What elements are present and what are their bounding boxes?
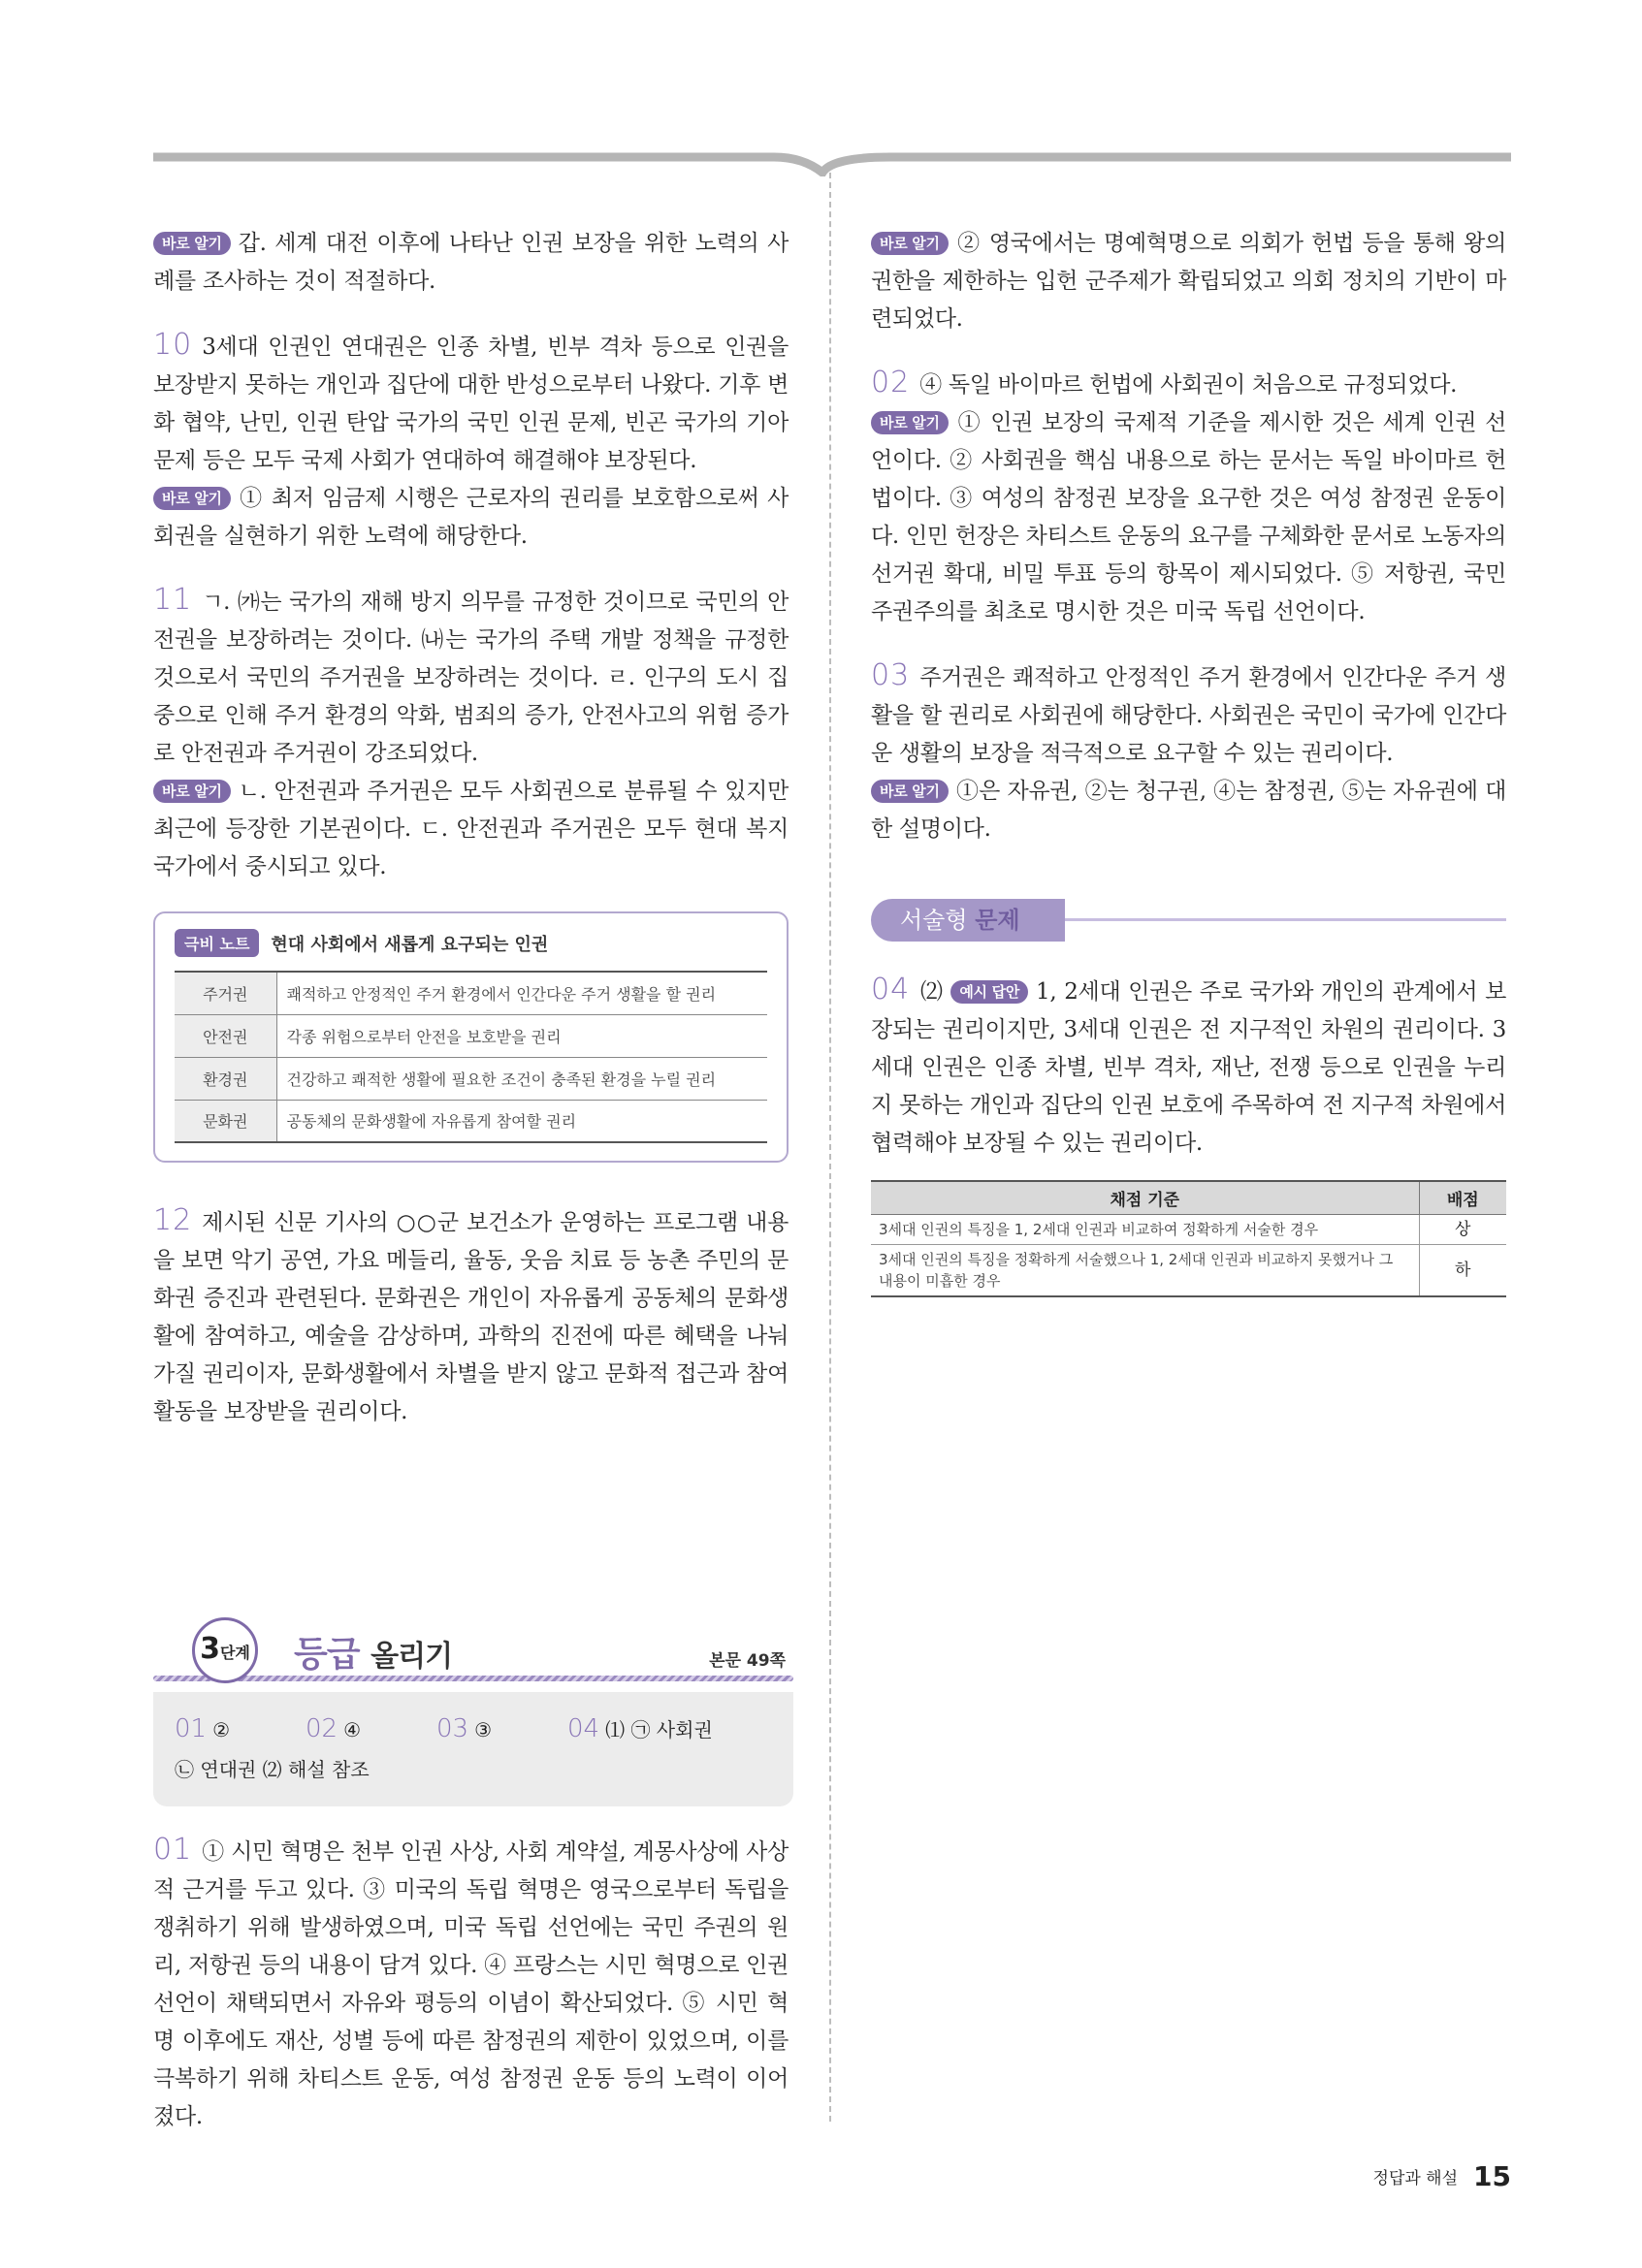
answer-text: 3세대 인권인 연대권은 인종 차별, 빈부 격차 등으로 인권을 보장받지 못하는 개인과 집단에 대한 반성으로부터 나왔다. 기후 변화 협약, 난민, 인권 탄압 국가의 국민 인권 문제, 빈곤 국가의 기아 문제 등은 모두 국제 사회가 연대하여 해결해야 보장된다. [153, 335, 789, 473]
correction-text: ㄴ. 안전권과 주거권은 모두 사회권으로 분류될 수 있지만 최근에 등장한 기본권이다. ㄷ. 안전권과 주거권은 모두 현대 복지 국가에서 중시되고 있다. [153, 779, 789, 879]
answer-value: ⑴ ㉠ 사회권 [605, 1718, 713, 1741]
footer-label: 정답과 해설 [1372, 2169, 1459, 2188]
correction-text: ② 영국에서는 명예혁명으로 의회가 헌법 등을 통해 왕의 권한을 제한하는 입헌 군주제가 확립되었고 의회 정치의 기반이 마련되었다. [871, 231, 1506, 332]
question-number: 02 [871, 366, 911, 399]
top-binder-bar [153, 147, 1511, 176]
answer-value: ③ [474, 1718, 493, 1741]
question-number: 04 [871, 973, 911, 1006]
left-bottom-block [153, 1831, 789, 2136]
right-desc: 건강하고 쾌적한 생활에 필요한 조건이 충족된 환경을 누릴 권리 [276, 1057, 767, 1100]
step-title [294, 1627, 452, 1677]
page-reference: 본문 49쪽 [709, 1651, 786, 1671]
right-column [871, 225, 1506, 1297]
table-row [175, 972, 767, 1014]
right-desc: 각종 위험으로부터 안전을 보호받을 권리 [276, 1014, 767, 1057]
right-desc: 공동체의 문화생활에 자유롭게 참여할 권리 [276, 1100, 767, 1142]
right-desc: 쾌적하고 안정적인 주거 환경에서 인간다운 주거 생활을 할 권리 [276, 972, 767, 1014]
left-column [153, 225, 789, 1431]
points-cell: 하 [1419, 1244, 1506, 1296]
section-pill [871, 899, 1065, 942]
answer-text: 제시된 신문 기사의 ○○군 보건소가 운영하는 프로그램 내용을 보면 악기 공연, 가요 메들리, 율동, 웃음 치료 등 농촌 주민의 문화권 증진과 관련된다. 문화권은 개인이 자유롭게 공동체의 문화생활에 참여하고, 예술을 감상하며, 과학의 진전에 따른 혜택을 나눠 가질 권리이자, 문화생활에서 차별을 받지 않고 문화적 접근과 참여 활동을 보장받을 권리이다. [153, 1210, 789, 1424]
section-label-b: 문제 [975, 907, 1020, 934]
answer-value: ② [212, 1718, 231, 1741]
sub-number: ⑵ [919, 979, 944, 1005]
intro-paragraph [153, 225, 789, 301]
step-underline [153, 1676, 793, 1681]
answer-item [436, 1714, 567, 1743]
answer-text: ④ 독일 바이마르 헌법에 사회권이 처음으로 규정되었다. [919, 372, 1458, 398]
table-row [871, 1214, 1506, 1244]
correction-tag: 바로 알기 [153, 780, 231, 803]
answer-key-row [175, 1709, 772, 1748]
answer-item [306, 1714, 436, 1743]
answer-item [175, 1714, 306, 1743]
answer-number: 04 [567, 1714, 600, 1743]
correction-01 [871, 225, 1506, 338]
correction-tag: 바로 알기 [871, 780, 949, 803]
table-row [175, 1014, 767, 1057]
answer-01 [153, 1831, 789, 2136]
right-name: 안전권 [175, 1014, 276, 1057]
section-heading [871, 899, 1506, 947]
table-row [175, 1057, 767, 1100]
correction-text: ①은 자유권, ②는 청구권, ④는 참정권, ⑤는 자유권에 대한 설명이다. [871, 779, 1506, 842]
sample-answer-tag: 예시 답안 [950, 980, 1028, 1004]
answer-03 [871, 656, 1506, 848]
answer-number: 02 [306, 1714, 338, 1743]
column-divider [829, 173, 831, 2122]
section-line [1065, 918, 1506, 921]
question-number: 11 [153, 583, 193, 617]
answer-text: ① 시민 혁명은 천부 인권 사상, 사회 계약설, 계몽사상에 사상적 근거를 두고 있다. ③ 미국의 독립 혁명은 영국으로부터 독립을 쟁취하기 위해 발생하였으며, 미국 독립 선언에는 국민 주권의 원리, 저항권 등의 내용이 담겨 있다. ④ 프랑스는 시민 혁명으로 인권 선언이 채택되면서 자유와 평등의 이념이 확산되었다. ⑤ 시민 혁명 이후에도 재산, 성별 등에 따른 참정권의 제한이 있었으며, 이를 극복하기 위해 차티스트 운동, 여성 참정권 운동 등의 노력이 이어졌다. [153, 1839, 789, 2129]
step-number: 3 [200, 1632, 220, 1666]
points-cell: 상 [1419, 1214, 1506, 1244]
note-title: 현대 사회에서 새롭게 요구되는 인권 [271, 934, 549, 955]
question-number: 10 [153, 328, 193, 362]
answer-key-row [175, 1748, 772, 1787]
answer-text: 1, 2세대 인권은 주로 국가와 개인의 관계에서 보장되는 권리이지만, 3세대 인권은 전 지구적인 차원의 권리이다. 3세대 인권은 인종 차별, 빈부 격차, 재난, 전쟁 등으로 인권을 누리지 못하는 개인과 집단의 인권 보호에 주목하여 전 지구적 차원에서 협력해야 보장될 수 있는 권리이다. [871, 979, 1506, 1156]
criteria-cell: 3세대 인권의 특징을 1, 2세대 인권과 비교하여 정확하게 서술한 경우 [871, 1214, 1419, 1244]
criteria-header: 채점 기준 [871, 1181, 1419, 1214]
page-footer [1373, 2160, 1511, 2192]
answer-04 [871, 971, 1506, 1163]
answer-02 [871, 364, 1506, 631]
rights-table [175, 971, 767, 1143]
answer-item [567, 1714, 713, 1743]
answer-11 [153, 581, 789, 886]
correction-tag: 바로 알기 [871, 232, 949, 255]
answer-value: ④ [343, 1718, 362, 1741]
correction-text: ① 최저 임금제 시행은 근로자의 권리를 보호함으로써 사회권을 실현하기 위한 노력에 해당한다. [153, 486, 789, 549]
question-number: 03 [871, 658, 911, 692]
right-name: 주거권 [175, 972, 276, 1014]
step-title-main: 등급 [294, 1635, 360, 1675]
answer-continuation: ㉡ 연대권 ⑵ 해설 참조 [175, 1757, 370, 1781]
step-badge [192, 1617, 258, 1683]
answer-10 [153, 326, 789, 556]
page-number: 15 [1473, 2160, 1511, 2192]
step-heading [153, 1617, 793, 1695]
answer-text: ㄱ. ㈎는 국가의 재해 방지 의무를 규정한 것이므로 국민의 안전권을 보장하려는 것이다. ㈏는 국가의 주택 개발 정책을 규정한 것으로서 국민의 주거권을 보장하려는 것이다. ㄹ. 인구의 도시 집중으로 인해 주거 환경의 악화, 범죄의 증가, 안전사고의 위험 증가로 안전권과 주거권이 강조되었다. [153, 590, 789, 766]
answer-12 [153, 1201, 789, 1431]
correction-tag: 바로 알기 [153, 232, 231, 255]
key-note-box [153, 911, 789, 1163]
answer-number: 01 [175, 1714, 208, 1743]
section-label-a: 서술형 [900, 907, 968, 934]
note-badge: 극비 노트 [175, 929, 259, 957]
table-row [175, 1100, 767, 1142]
answer-text: 주거권은 쾌적하고 안정적인 주거 환경에서 인간다운 주거 생활을 할 권리로 사회권에 해당한다. 사회권은 국민이 국가에 인간다운 생활의 보장을 적극적으로 요구할 수 있는 권리이다. [871, 665, 1506, 766]
criteria-cell: 3세대 인권의 특징을 정확하게 서술했으나 1, 2세대 인권과 비교하지 못했거나 그 내용이 미흡한 경우 [871, 1244, 1419, 1296]
correction-text: ① 인권 보장의 국제적 기준을 제시한 것은 세계 인권 선언이다. ② 사회권을 핵심 내용으로 하는 문서는 독일 바이마르 헌법이다. ③ 여성의 참정권 보장을 요구한 것은 여성 참정권 운동이다. 인민 헌장은 차티스트 운동의 요구를 구체화한 문서로 노동자의 선거권 확대, 비밀 투표 등의 항목이 제시되었다. ⑤ 저항권, 국민 주권주의를 최초로 명시한 것은 미국 독립 선언이다. [871, 410, 1506, 624]
question-number: 01 [153, 1833, 193, 1867]
correction-tag: 바로 알기 [871, 411, 949, 434]
table-row [871, 1244, 1506, 1296]
right-name: 문화권 [175, 1100, 276, 1142]
step-unit: 단계 [219, 1644, 250, 1662]
question-number: 12 [153, 1203, 193, 1237]
correction-tag: 바로 알기 [153, 487, 231, 510]
scoring-table [871, 1180, 1506, 1297]
step-title-sub: 올리기 [370, 1640, 453, 1674]
table-header-row [871, 1181, 1506, 1214]
answer-key-box [153, 1692, 793, 1806]
right-name: 환경권 [175, 1057, 276, 1100]
answer-number: 03 [436, 1714, 469, 1743]
points-header: 배점 [1419, 1181, 1506, 1214]
intro-text: 갑. 세계 대전 이후에 나타난 인권 보장을 위한 노력의 사례를 조사하는 것이 적절하다. [153, 231, 789, 294]
